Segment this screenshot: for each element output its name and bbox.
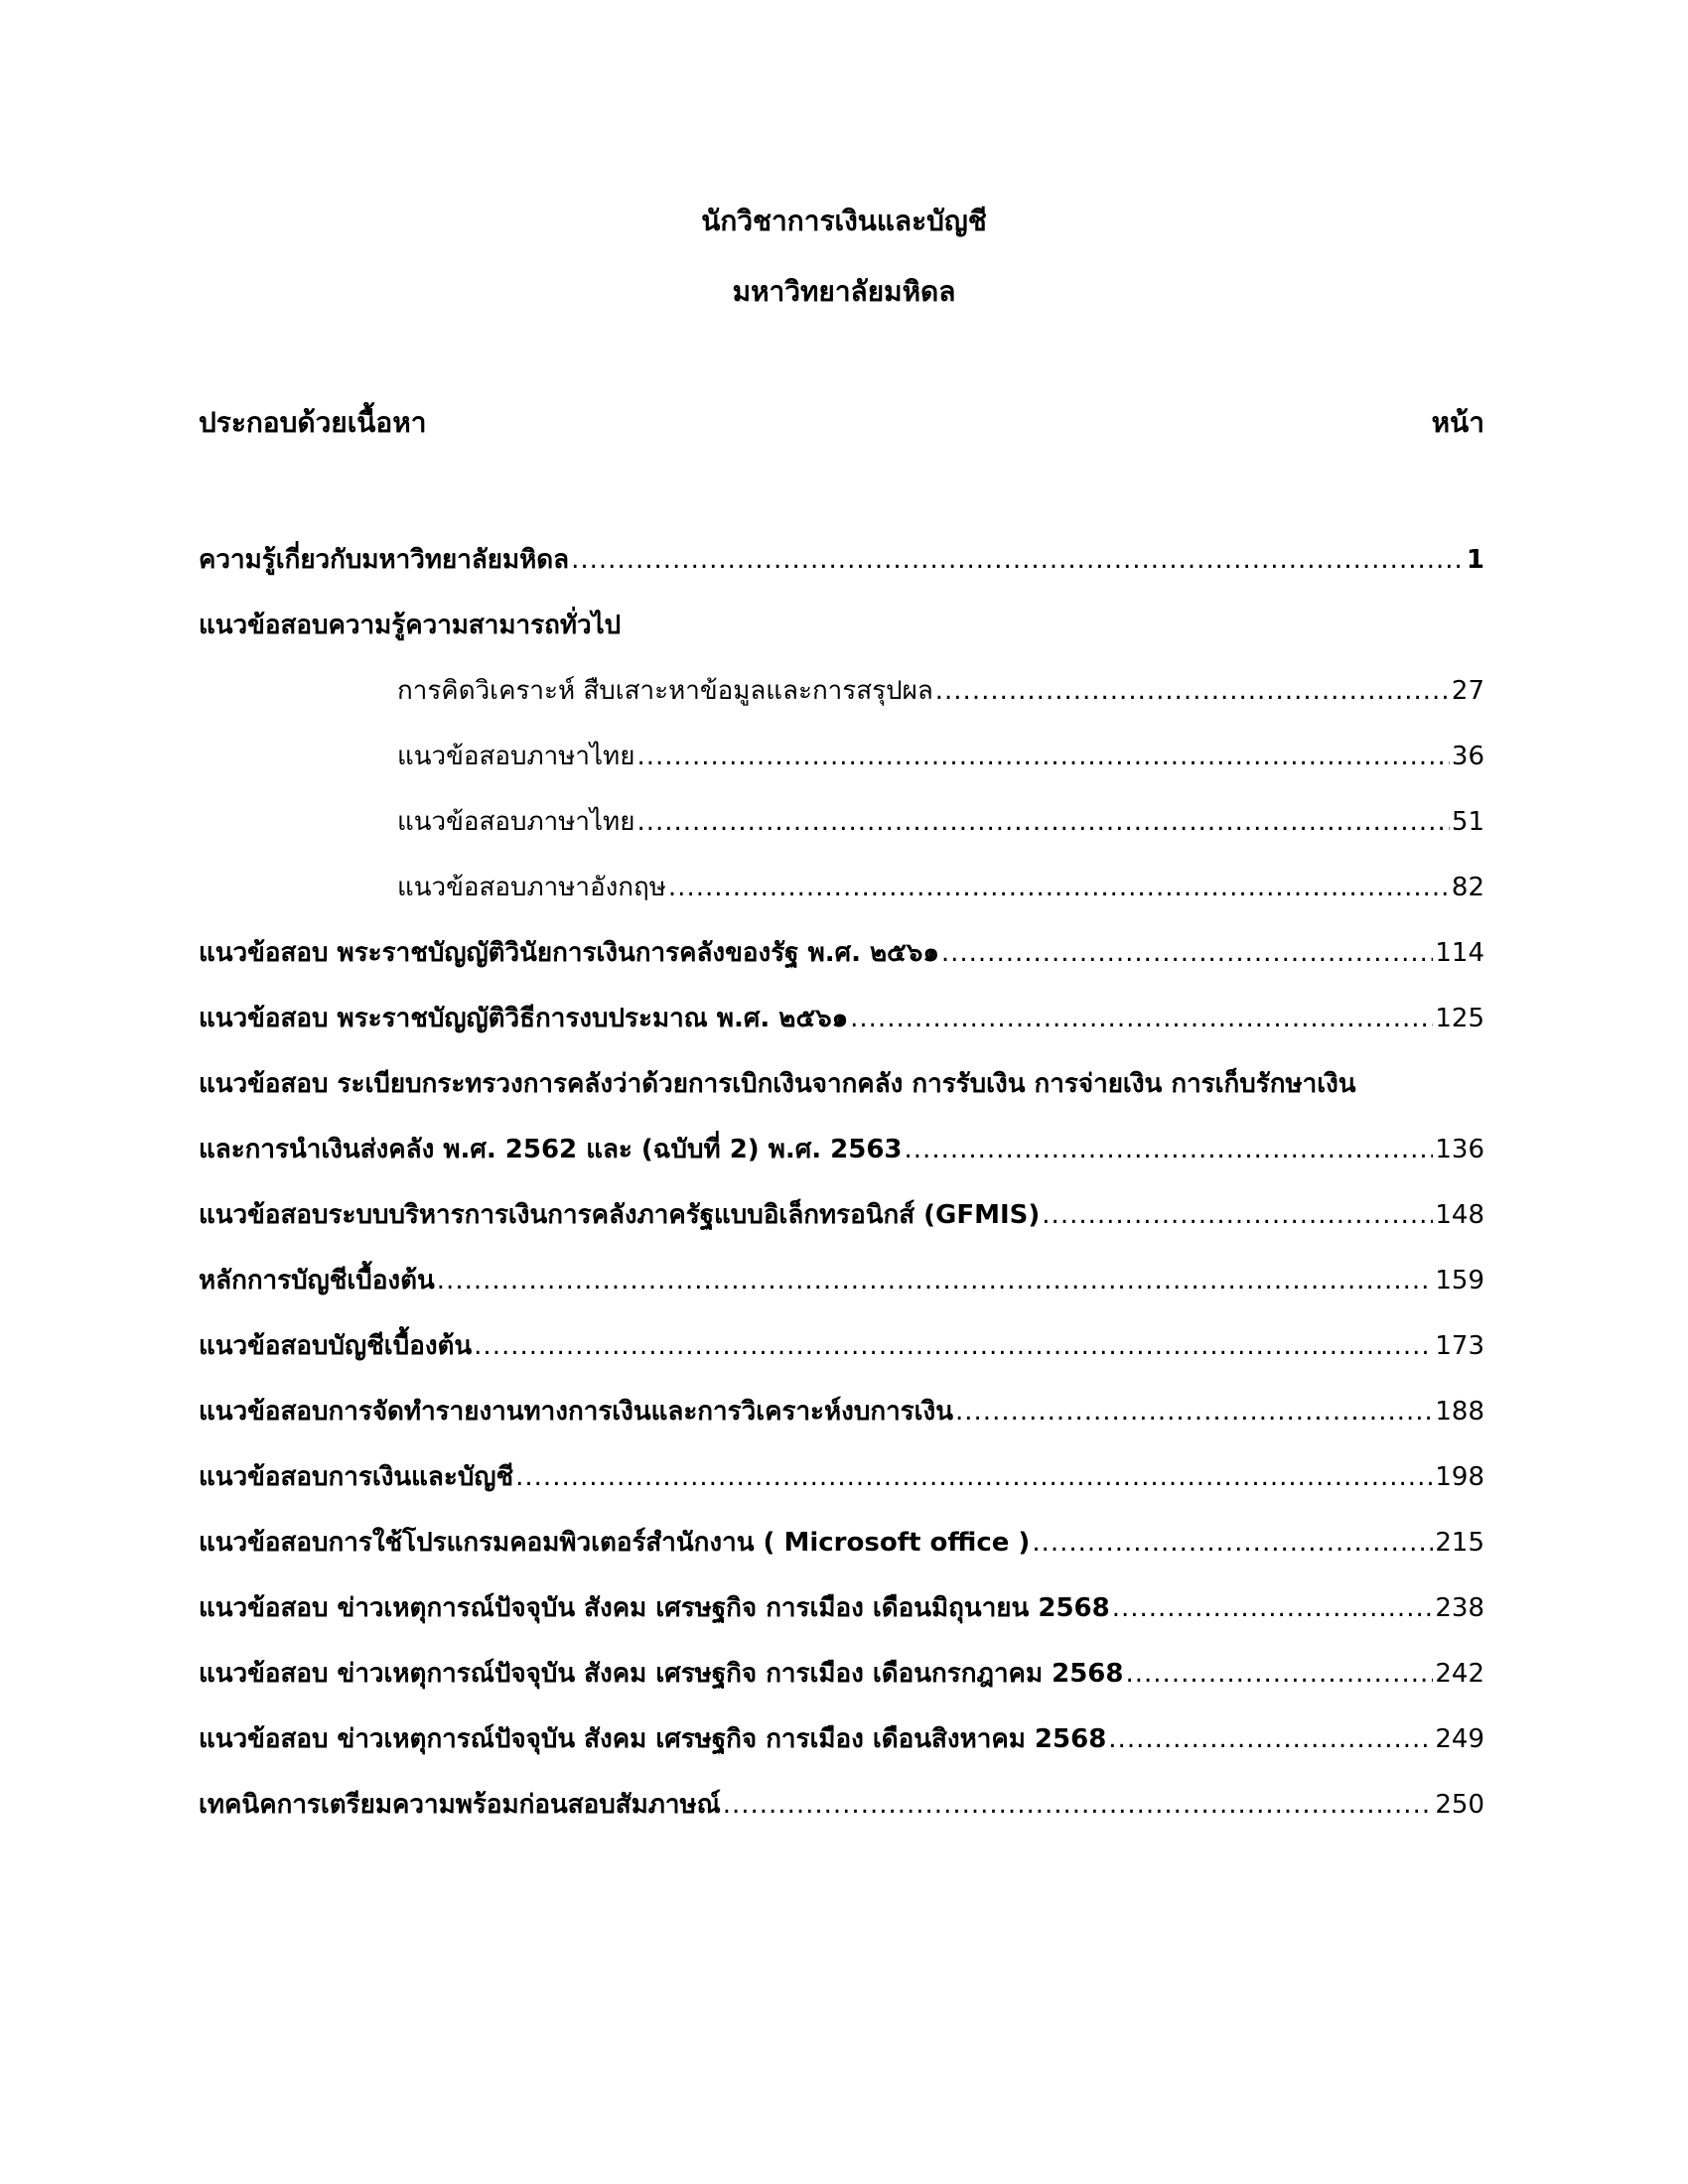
dot-leader [515,1457,1433,1497]
toc-entry [199,1195,1484,1235]
dot-leader [474,1326,1433,1366]
toc-entry-page: 36 [1451,742,1484,771]
toc-entry [199,1588,1484,1628]
toc-subentry [397,868,1484,907]
dot-leader [571,540,1465,580]
toc-entry-title: แนวข้อสอบ พระราชบัญญัติวิธีการงบประมาณ พ.ศ. ๒๕๖๑ [199,1004,849,1033]
toc-entry [199,1654,1484,1694]
dot-leader [941,933,1434,973]
toc-entry-title: แนวข้อสอบการจัดทำรายงานทางการเงินและการวิเคราะห์งบการเงิน [199,1397,954,1427]
toc-entry [199,1326,1484,1366]
toc-entry-page: 250 [1435,1790,1484,1820]
toc-entry-title: แนวข้อสอบการเงินและบัญชี [199,1462,514,1492]
toc-entry [199,1523,1484,1563]
dot-leader [437,1261,1434,1300]
toc-entry [199,1719,1484,1759]
toc-subentry [397,671,1484,711]
toc-entry-title: แนวข้อสอบการใช้โปรแกรมคอมพิวเตอร์สำนักงาน ( Microsoft office ) [199,1528,1031,1558]
toc-entry [199,999,1484,1038]
dot-leader [935,671,1450,711]
dot-leader [1112,1588,1434,1628]
toc-entry [199,1392,1484,1432]
toc-entry [199,540,1484,580]
toc-entry-page: 198 [1435,1462,1484,1492]
toc-entry-title: แนวข้อสอบบัญชีเบื้องต้น [199,1331,473,1361]
toc-entry [199,1261,1484,1300]
dot-leader [850,999,1433,1038]
dot-leader [636,737,1449,776]
toc-entry-title: เทคนิคการเตรียมความพร้อมก่อนสอบสัมภาษณ์ [199,1790,721,1820]
dot-leader [1108,1719,1433,1759]
toc-entry [199,933,1484,973]
toc-entry-title: แนวข้อสอบ ข่าวเหตุการณ์ปัจจุบัน สังคม เศรษฐกิจ การเมือง เดือนสิงหาคม 2568 [199,1724,1107,1754]
toc-entry-page: 242 [1435,1659,1484,1689]
toc-entry-page: 215 [1435,1528,1484,1558]
toc-entry-page: 238 [1435,1593,1484,1623]
document-title: นักวิชาการเงินและบัญชี [701,205,987,237]
dot-leader [1032,1523,1433,1563]
dot-leader [1042,1195,1433,1235]
toc-entry [199,1785,1484,1825]
toc-entry-title: แนวข้อสอบความรู้ความสามารถทั่วไป [199,611,622,640]
page-column-label: หน้า [1431,406,1484,439]
toc-entry-title: การคิดวิเคราะห์ สืบเสาะหาข้อมูลและการสรุปผล [397,676,933,706]
toc-entry-page: 1 [1466,545,1484,575]
toc-entry-page: 114 [1435,938,1484,968]
toc-entry-page: 136 [1435,1135,1484,1164]
toc-entry-page: 249 [1435,1724,1484,1754]
dot-leader [668,868,1450,907]
toc-entry-page: 51 [1451,807,1484,837]
toc-subentry [397,802,1484,842]
toc-entry [199,606,1484,645]
dot-leader [905,1130,1434,1169]
toc-entry-title: และการนำเงินส่งคลัง พ.ศ. 2562 และ (ฉบับที่ 2) พ.ศ. 2563 [199,1135,903,1164]
toc-entry-title: แนวข้อสอบภาษาอังกฤษ [397,873,666,902]
toc-entry-title: ความรู้เกี่ยวกับมหาวิทยาลัยมหิดล [199,545,570,575]
toc-entry-title: แนวข้อสอบภาษาไทย [397,807,635,837]
dot-leader [723,1785,1434,1825]
toc-subentry [397,737,1484,776]
toc-entry-title: แนวข้อสอบภาษาไทย [397,742,635,771]
dot-leader [1126,1654,1434,1694]
toc-entry-title: หลักการบัญชีเบื้องต้น [199,1266,435,1296]
toc-entry-title: แนวข้อสอบ ระเบียบกระทรวงการคลังว่าด้วยการเบิกเงินจากคลัง การรับเงิน การจ่ายเงิน การเก็บรักษาเงิน [199,1069,1356,1099]
toc-entry-title: แนวข้อสอบ ข่าวเหตุการณ์ปัจจุบัน สังคม เศรษฐกิจ การเมือง เดือนมิถุนายน 2568 [199,1593,1110,1623]
toc-entry [199,1130,1484,1169]
toc-entry-page: 27 [1451,676,1484,706]
toc-entry-page: 159 [1435,1266,1484,1296]
toc-entry-page: 188 [1435,1397,1484,1427]
toc-entry-title: แนวข้อสอบระบบบริหารการเงินการคลังภาครัฐแบบอิเล็กทรอนิกส์ (GFMIS) [199,1200,1041,1230]
document-subtitle: มหาวิทยาลัยมหิดล [732,275,956,308]
dot-leader [955,1392,1433,1432]
toc-entry [199,1457,1484,1497]
toc-entry-page: 82 [1451,873,1484,902]
toc-entry-page: 125 [1435,1004,1484,1033]
toc-entry [199,1064,1484,1104]
toc-entry-page: 173 [1435,1331,1484,1361]
dot-leader [636,802,1449,842]
toc-entry-title: แนวข้อสอบ พระราชบัญญัติวินัยการเงินการคลังของรัฐ พ.ศ. ๒๕๖๑ [199,938,939,968]
toc-entry-page: 148 [1435,1200,1484,1230]
contents-label: ประกอบด้วยเนื้อหา [199,406,427,439]
toc-entry-title: แนวข้อสอบ ข่าวเหตุการณ์ปัจจุบัน สังคม เศรษฐกิจ การเมือง เดือนกรกฎาคม 2568 [199,1659,1124,1689]
